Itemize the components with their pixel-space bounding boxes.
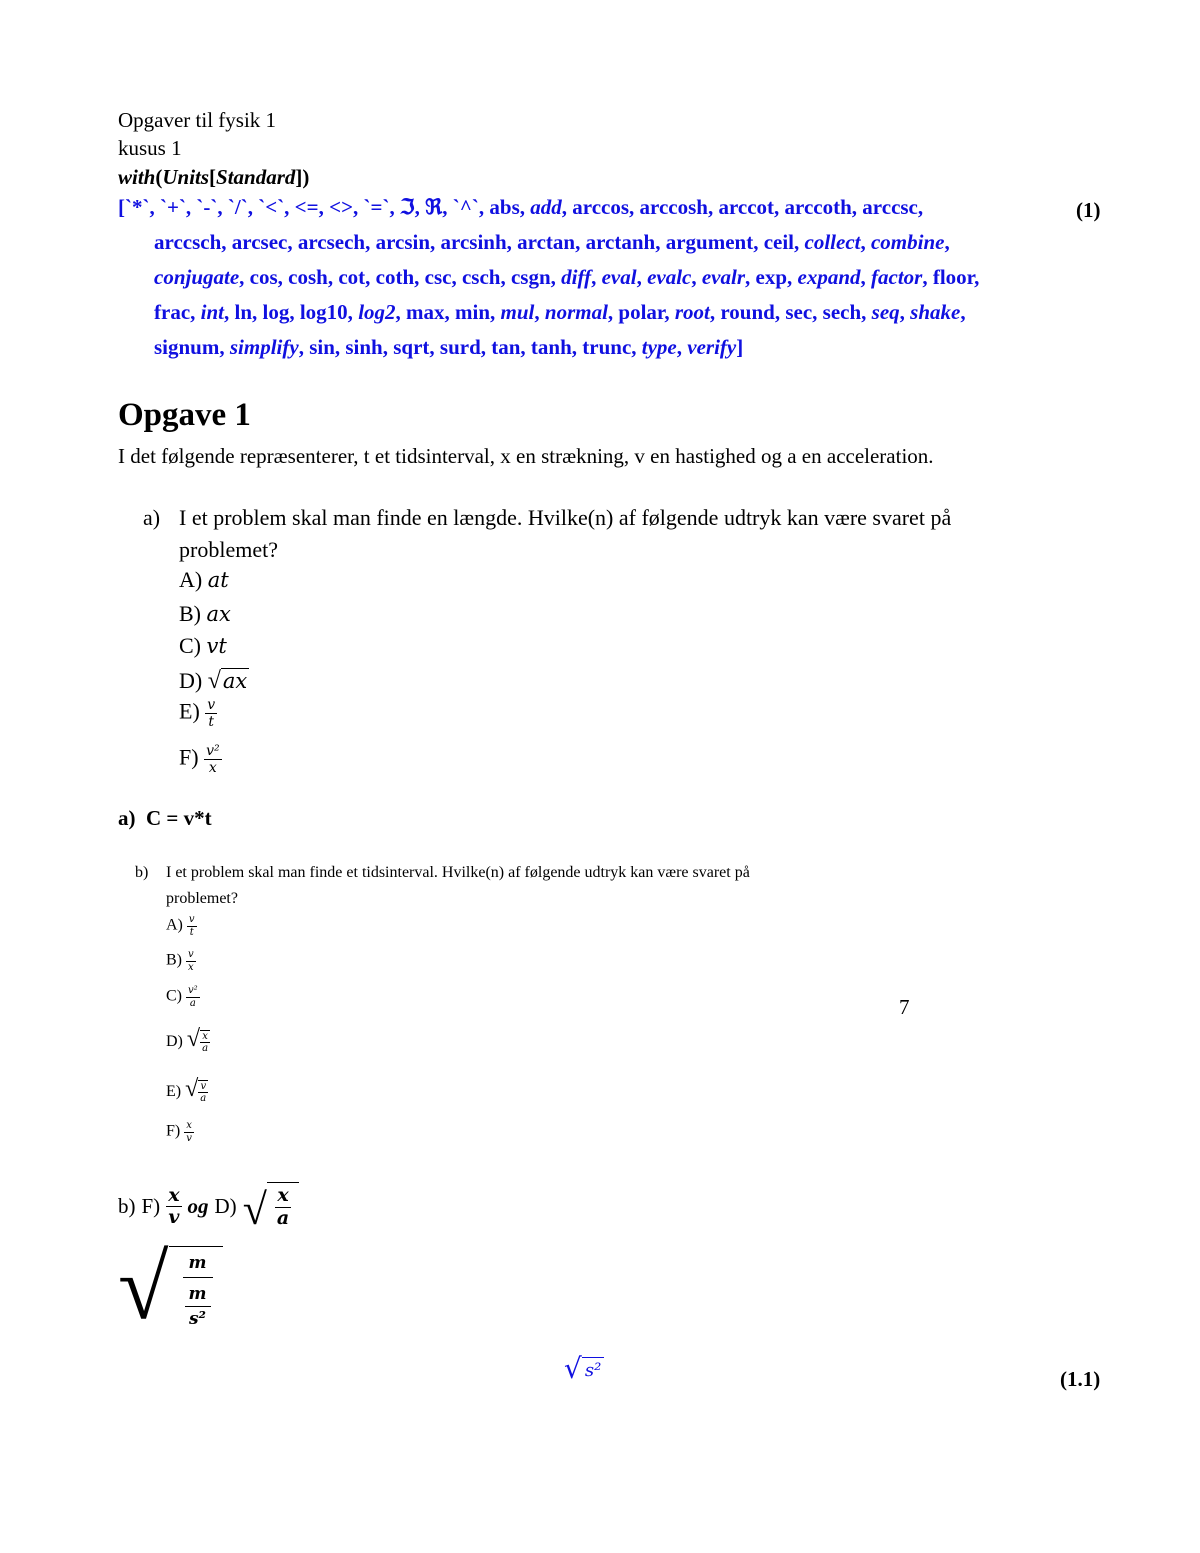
option-a-D: D) √ax: [179, 668, 248, 694]
question-b-text-1: I et problem skal man finde et tidsinterval. Hvilke(n) af følgende udtryk kan være svaret på: [166, 864, 750, 881]
answer-a: a) C = v*t: [118, 806, 212, 830]
section-intro: I det følgende repræsenterer, t et tidsinterval, x en strækning, v en hastighed og a en acceleration.: [118, 444, 934, 468]
maple-output-line: arccsch, arcsec, arcsech, arcsin, arcsinh, arctan, arctanh, argument, ceil, collect, combine,: [154, 230, 950, 254]
question-b-text-2: problemet?: [166, 890, 238, 907]
option-a-F: F) $\frac{\text{v²}}{x}$: [179, 743, 220, 777]
sqrt-icon: √: [185, 1076, 199, 1102]
question-a-label: a): [143, 505, 161, 530]
maple-output-line: signum, simplify, sin, sinh, sqrt, surd, tan, tanh, trunc, type, verify]: [154, 335, 744, 359]
option-b-B: B) $\frac{v}{x}$: [166, 949, 194, 973]
maple-output-line: conjugate, cos, cosh, cot, coth, csc, csch, csgn, diff, eval, evalc, evalr, exp, expand, factor, floor,: [154, 265, 980, 289]
option-b-D: D) √ $\frac{x}{a}$: [166, 1026, 209, 1055]
maple-output: [118, 190, 1058, 365]
document-subtitle: kusus 1: [118, 136, 182, 160]
option-b-A: A) $\frac{v}{t}$: [166, 914, 195, 938]
document-title: Opgaver til fysik 1: [118, 108, 277, 132]
page-number: 7: [899, 995, 910, 1019]
option-b-F: F) $\frac{x}{v}$: [166, 1120, 192, 1144]
answer-b: b) F) $\frac{x}{v}$ og D) √ $\frac{x}{a}$: [118, 1182, 299, 1232]
sqrt-icon: √: [118, 1236, 169, 1339]
equation-number: (1): [1076, 198, 1101, 222]
maple-input[interactable]: with(Units[Standard]): [118, 165, 310, 189]
maple-output-line: [`*`, `+`, `-`, `/`, `<`, <=, <>, `=`, ℑ, ℜ, `^`, abs, add, arccos, arccosh, arccot, arccoth, arccsc,: [118, 195, 924, 219]
option-b-C: C) $\frac{\text{v²}}{a}$: [166, 985, 198, 1009]
question-a-text-2: problemet?: [179, 537, 278, 562]
maple-output-line: frac, int, ln, log, log10, log2, max, min, mul, normal, polar, root, round, sec, sech, seq, shake,: [154, 300, 966, 324]
option-a-B: B) ax: [179, 601, 231, 626]
section-heading: Opgave 1: [118, 397, 251, 433]
sqrt-icon: √: [564, 1352, 582, 1385]
option-a-C: C) vt: [179, 633, 227, 658]
sqrt-icon: √: [207, 668, 221, 694]
option-b-E: E) √ $\frac{v}{a}$: [166, 1076, 207, 1105]
option-a-A: A) at: [179, 567, 229, 592]
result-expression: √ s²: [564, 1355, 604, 1383]
result-equation-number: (1.1): [1060, 1367, 1101, 1391]
nested-expression: √ m m s²: [118, 1246, 223, 1329]
option-a-E: E) $\frac{v}{t}$: [179, 697, 216, 731]
sqrt-icon: √: [242, 1184, 267, 1234]
question-a-text-1: I et problem skal man finde en længde. Hvilke(n) af følgende udtryk kan være svaret på: [179, 505, 952, 530]
sqrt-icon: √: [186, 1026, 201, 1052]
question-b-label: b): [135, 864, 149, 881]
